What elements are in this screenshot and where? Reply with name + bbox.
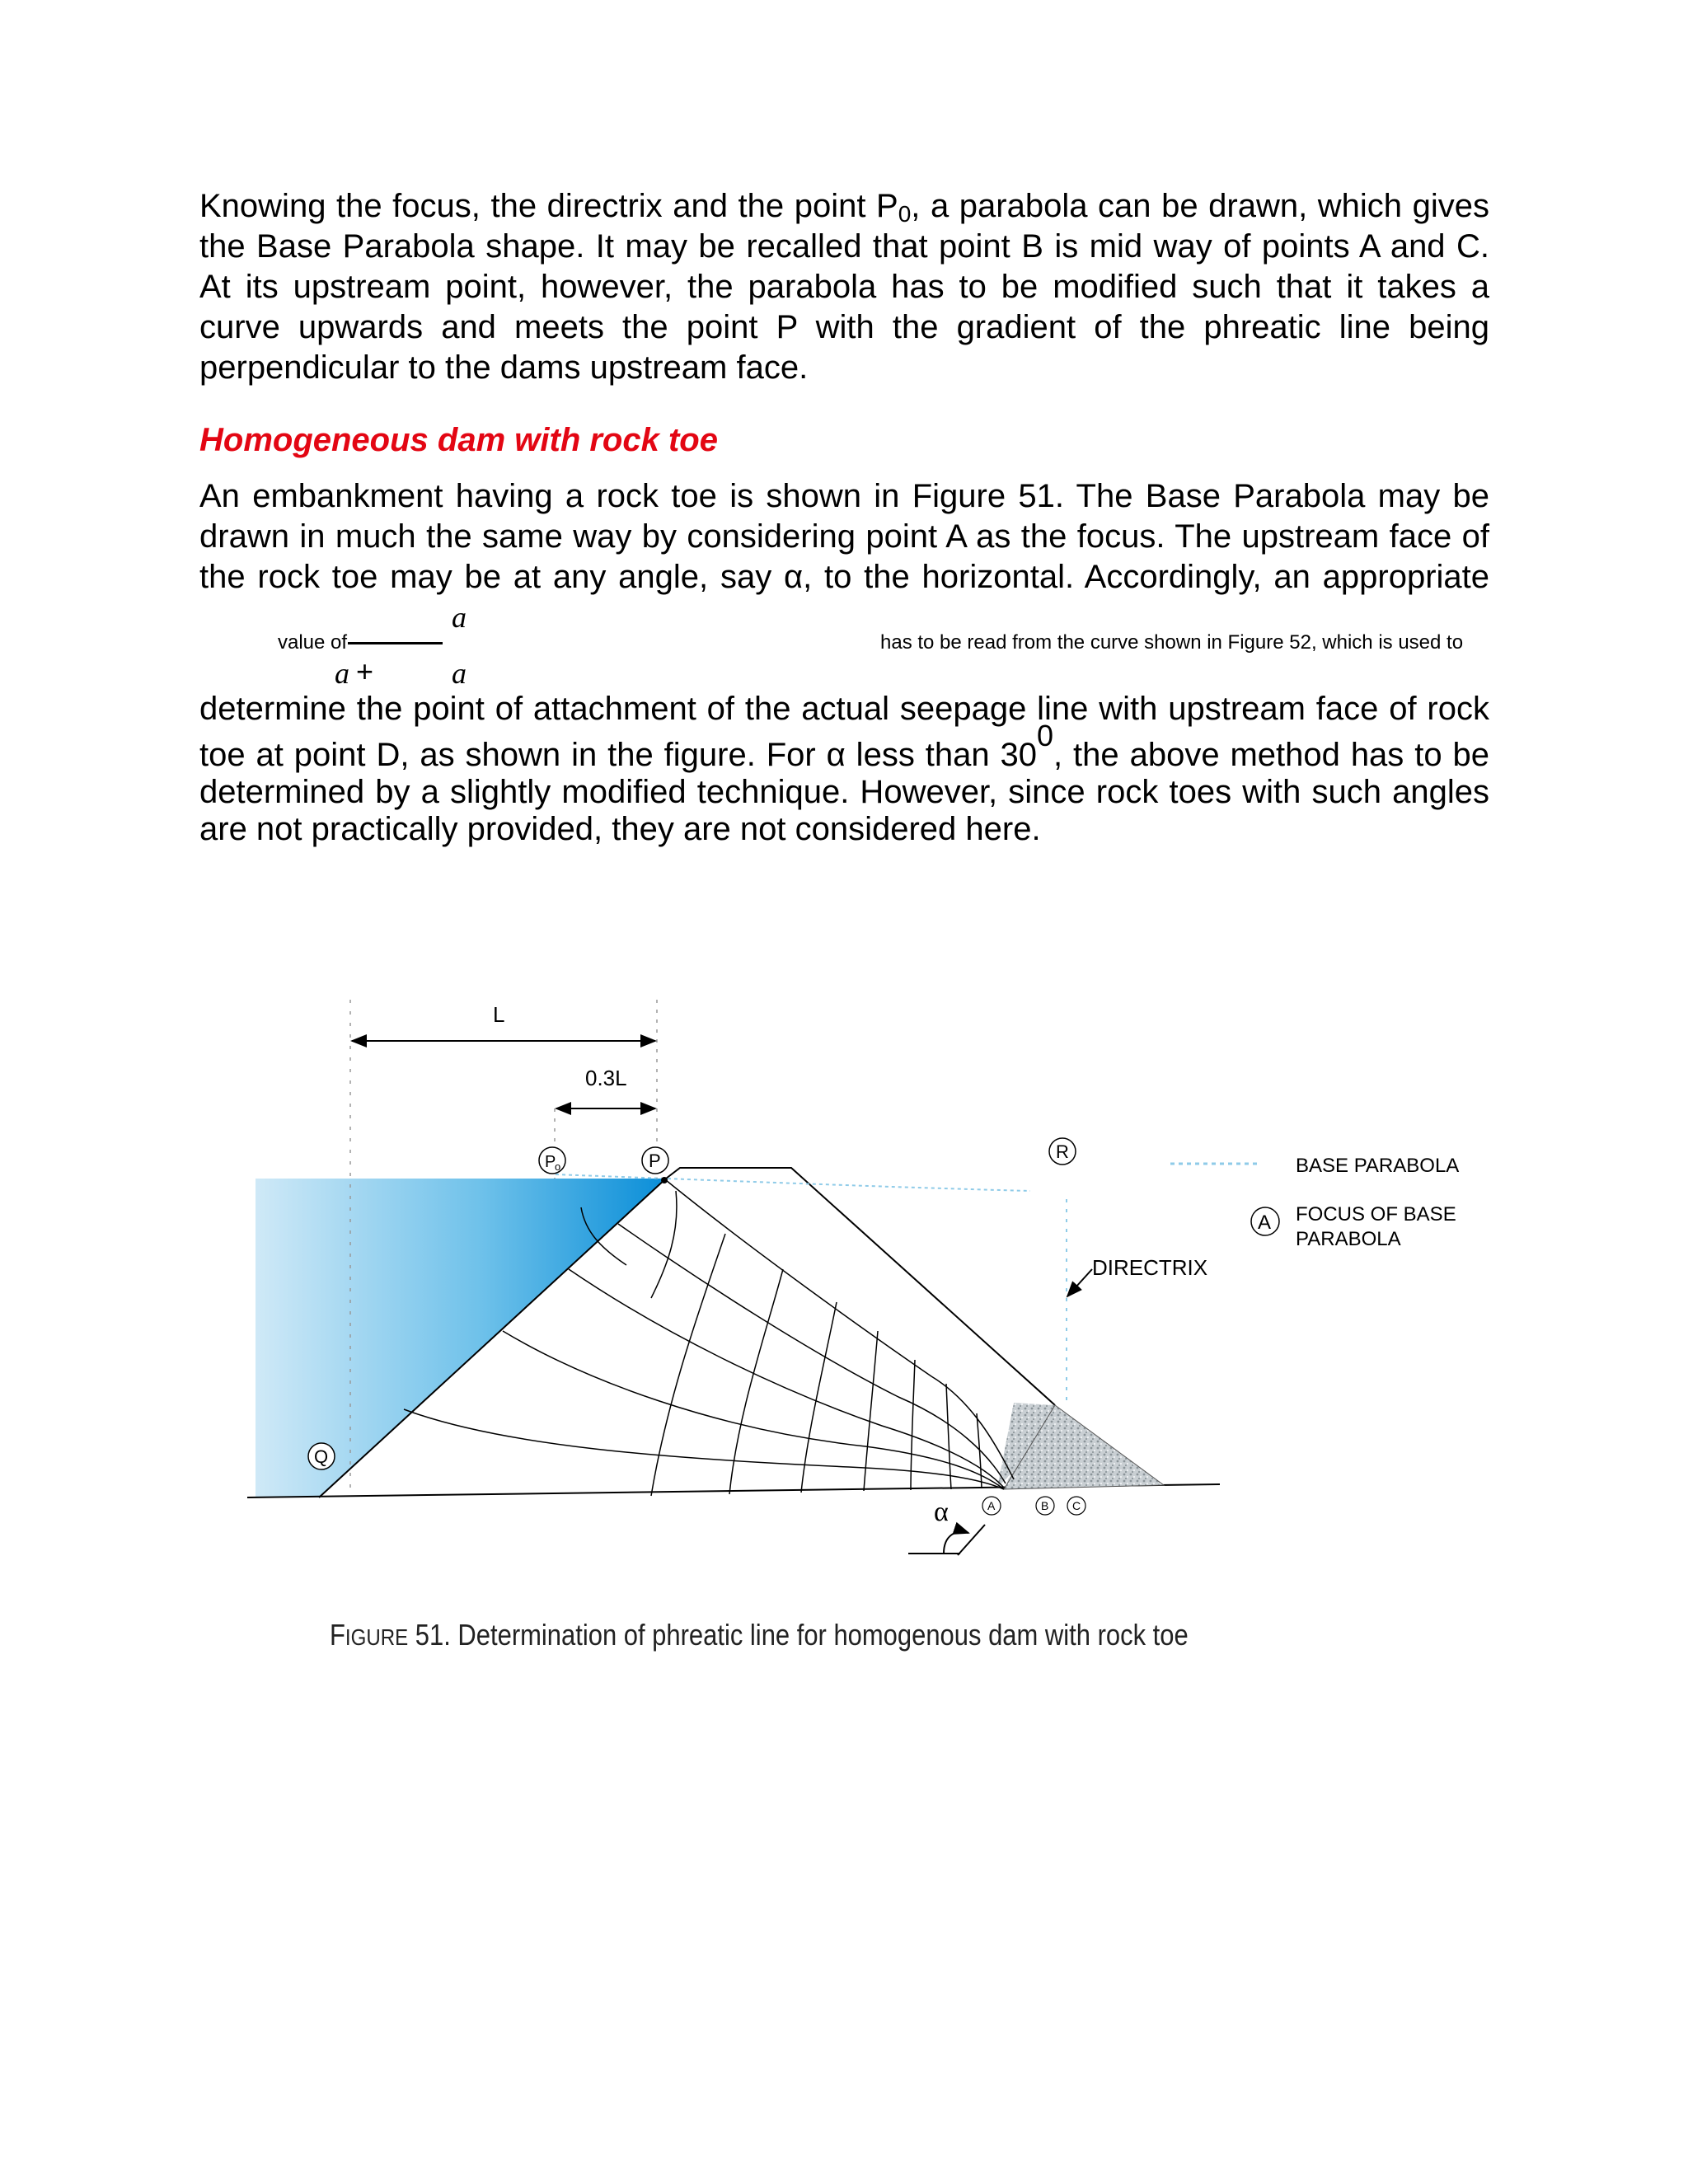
paragraph-2 xyxy=(199,476,1489,598)
figure-caption: FIGURE 51. Determination of phreatic line for homogenous dam with rock toe xyxy=(330,1618,1189,1652)
paragraph-1-line-1: Knowing the focus, the directrix and the point $P_0$, a parabola can be drawn, which gives xyxy=(199,188,1489,227)
label-R: R xyxy=(1056,1141,1069,1162)
label-A: A xyxy=(987,1499,996,1512)
point-B xyxy=(1036,1497,1054,1515)
streamline-4 xyxy=(503,1331,1004,1489)
paragraph-1-line-3: At its upstream point, however, the parabola has to be modified such that it takes a xyxy=(199,269,1489,305)
label-P: P xyxy=(649,1151,661,1171)
paragraph-2-line-1: An embankment having a rock toe is shown in Figure 51. The Base Parabola may be xyxy=(199,478,1489,514)
fraction-suffix: has to be read from the curve shown in Figure 52, which is used to xyxy=(880,631,1464,654)
fraction-denominator-b: a xyxy=(452,657,467,690)
section-heading: Homogeneous dam with rock toe xyxy=(199,422,718,458)
label-0-3L: 0.3L xyxy=(585,1066,627,1090)
paragraph-1-line-2: the Base Parabola shape. It may be recalled that point B is mid way of points A and C. xyxy=(199,228,1489,265)
label-C: C xyxy=(1072,1499,1081,1512)
paragraph-3-line-1: determine the point of attachment of the actual seepage line with upstream face of rock xyxy=(199,691,1489,727)
point-R xyxy=(1049,1138,1076,1165)
streamline-5 xyxy=(404,1409,1004,1489)
fraction-numerator: a xyxy=(452,601,467,634)
label-Q: Q xyxy=(314,1446,329,1467)
label-L: L xyxy=(493,1002,505,1027)
figure-51 xyxy=(239,985,1475,1578)
legend xyxy=(1170,1155,1459,1250)
legend-focus-line1: FOCUS OF BASE xyxy=(1296,1203,1456,1226)
fraction-denominator-plus: + xyxy=(356,654,374,688)
legend-focus-line2: PARABOLA xyxy=(1296,1228,1401,1250)
paragraph-3-line-2: toe at point D, as shown in the figure. For α less than 300, the above method has to be xyxy=(199,719,1489,773)
equipotential-7 xyxy=(946,1384,951,1489)
paragraph-3-line-3: determined by a slightly modified technique. However, since rock toes with such angles xyxy=(199,774,1489,810)
point-P-marker xyxy=(661,1177,668,1183)
fraction-prefix: value of xyxy=(278,631,348,654)
equipotential-5 xyxy=(864,1331,878,1491)
equipotential-6 xyxy=(911,1360,915,1490)
alpha-angle xyxy=(908,1525,985,1555)
superscript-zero: 0 xyxy=(1037,719,1054,752)
paragraph-2-line-2: drawn in much the same way by considering point A as the focus. The upstream face of xyxy=(199,518,1489,555)
fraction-bar xyxy=(348,642,443,644)
streamline-2 xyxy=(618,1224,1006,1483)
streamline-3 xyxy=(569,1269,1004,1488)
legend-focus-symbol-text: A xyxy=(1258,1212,1272,1234)
directrix-pointer xyxy=(1067,1269,1092,1296)
paragraph-2-line-3: the rock toe may be at any angle, say α, to the horizontal. Accordingly, an appropriate xyxy=(199,559,1489,595)
label-P0: P xyxy=(545,1153,556,1171)
equipotential-9 xyxy=(651,1191,677,1298)
paragraph-3 xyxy=(199,691,1489,848)
legend-base-parabola-label: BASE PARABOLA xyxy=(1296,1155,1460,1177)
paragraph-1-line-5: perpendicular to the dams upstream face. xyxy=(199,349,809,386)
paragraph-3-line-4: are not practically provided, they are not considered here. xyxy=(199,811,1041,847)
label-alpha: α xyxy=(934,1497,949,1527)
label-directrix: DIRECTRIX xyxy=(1092,1255,1208,1280)
label-P0-sub: o xyxy=(555,1160,561,1173)
label-B: B xyxy=(1041,1499,1049,1512)
fraction-denominator-a: a xyxy=(335,657,349,690)
paragraph-1 xyxy=(199,186,1489,388)
dam-crest-downstream xyxy=(666,1168,1055,1405)
point-P xyxy=(642,1147,668,1174)
point-P0 xyxy=(539,1147,565,1174)
point-C xyxy=(1067,1497,1085,1515)
paragraph-1-line-4: curve upwards and meets the point P with the gradient of the phreatic line being xyxy=(199,309,1489,345)
point-A xyxy=(982,1497,1001,1515)
point-Q xyxy=(308,1443,335,1469)
